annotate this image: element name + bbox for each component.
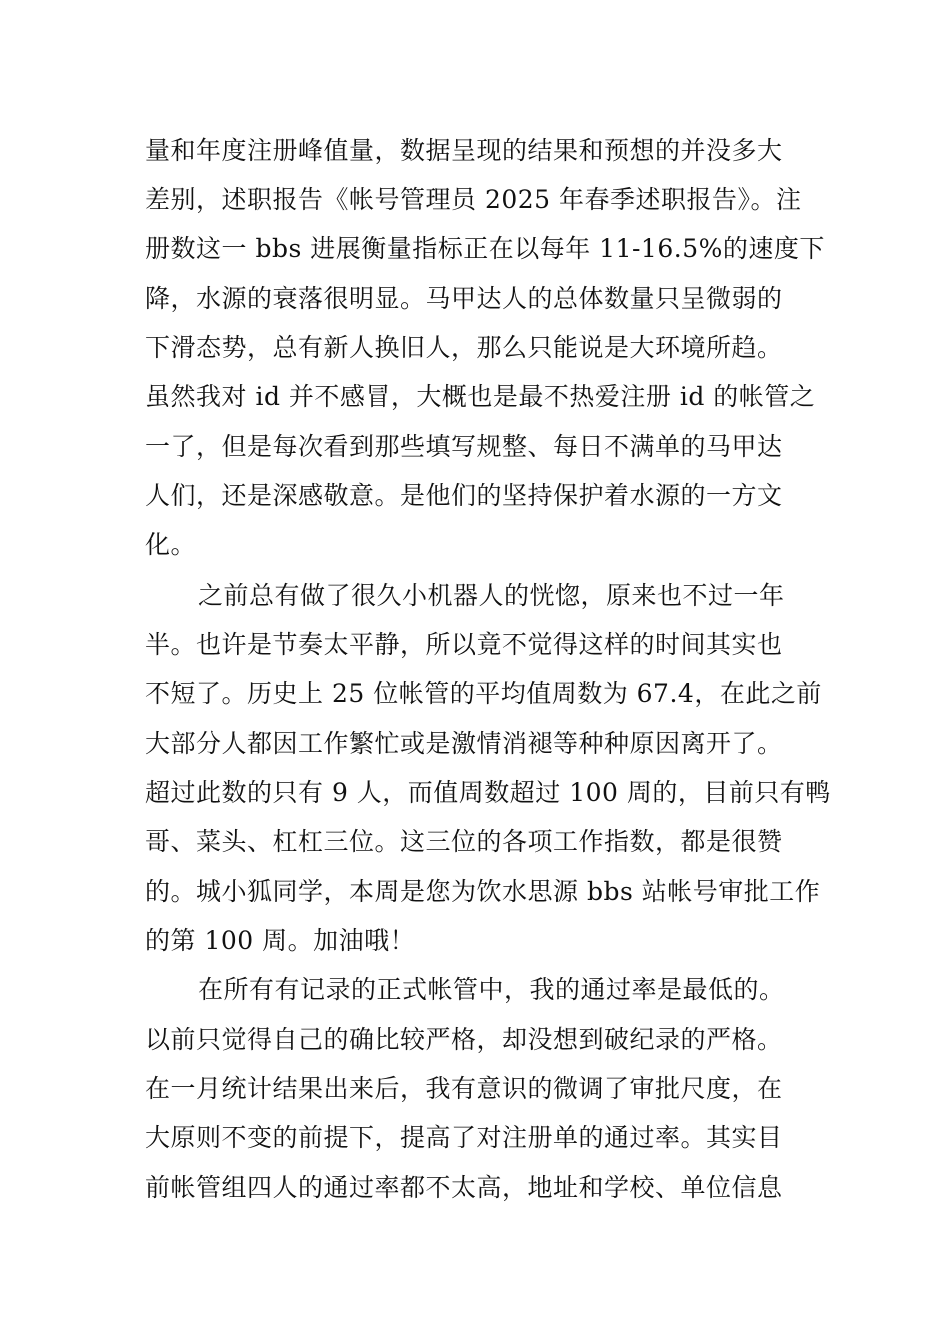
text-line: 哥、菜头、杠杠三位。这三位的各项工作指数，都是很赞 bbox=[145, 827, 783, 856]
text-line: 不短了。历史上 25 位帐管的平均值周数为 67.4，在此之前 bbox=[145, 679, 822, 708]
paragraph-first-line: 在所有有记录的正式帐管中，我的通过率是最低的。 bbox=[198, 975, 785, 1004]
text-line: 在一月统计结果出来后，我有意识的微调了审批尺度，在 bbox=[145, 1074, 783, 1103]
text-line: 的第 100 周。加油哦！ bbox=[145, 926, 416, 955]
text-line: 半。也许是节奏太平静，所以竟不觉得这样的时间其实也 bbox=[145, 630, 783, 659]
text-line: 册数这一 bbs 进展衡量指标正在以每年 11-16.5%的速度下 bbox=[145, 234, 825, 263]
text-line: 虽然我对 id 并不感冒，大概也是最不热爱注册 id 的帐管之 bbox=[145, 382, 816, 411]
text-line: 一了，但是每次看到那些填写规整、每日不满单的马甲达 bbox=[145, 432, 783, 461]
text-line: 以前只觉得自己的确比较严格，却没想到破纪录的严格。 bbox=[145, 1025, 783, 1054]
text-line: 量和年度注册峰值量，数据呈现的结果和预想的并没多大 bbox=[145, 136, 783, 165]
text-line: 人们，还是深感敬意。是他们的坚持保护着水源的一方文 bbox=[145, 481, 783, 510]
text-line: 大原则不变的前提下，提高了对注册单的通过率。其实目 bbox=[145, 1123, 783, 1152]
text-line: 前帐管组四人的通过率都不太高，地址和学校、单位信息 bbox=[145, 1173, 783, 1202]
text-line: 降，水源的衰落很明显。马甲达人的总体数量只呈微弱的 bbox=[145, 284, 783, 313]
text-line: 下滑态势，总有新人换旧人，那么只能说是大环境所趋。 bbox=[145, 333, 783, 362]
paragraph-first-line: 之前总有做了很久小机器人的恍惚，原来也不过一年 bbox=[198, 581, 785, 610]
text-line: 大部分人都因工作繁忙或是激情消褪等种种原因离开了。 bbox=[145, 729, 783, 758]
text-line: 超过此数的只有 9 人，而值周数超过 100 周的，目前只有鸭 bbox=[145, 778, 831, 807]
text-line: 的。城小狐同学，本周是您为饮水思源 bbs 站帐号审批工作 bbox=[145, 877, 821, 906]
text-line: 化。 bbox=[145, 530, 197, 559]
text-line: 差别，述职报告《帐号管理员 2025 年春季述职报告》。注 bbox=[145, 185, 802, 214]
